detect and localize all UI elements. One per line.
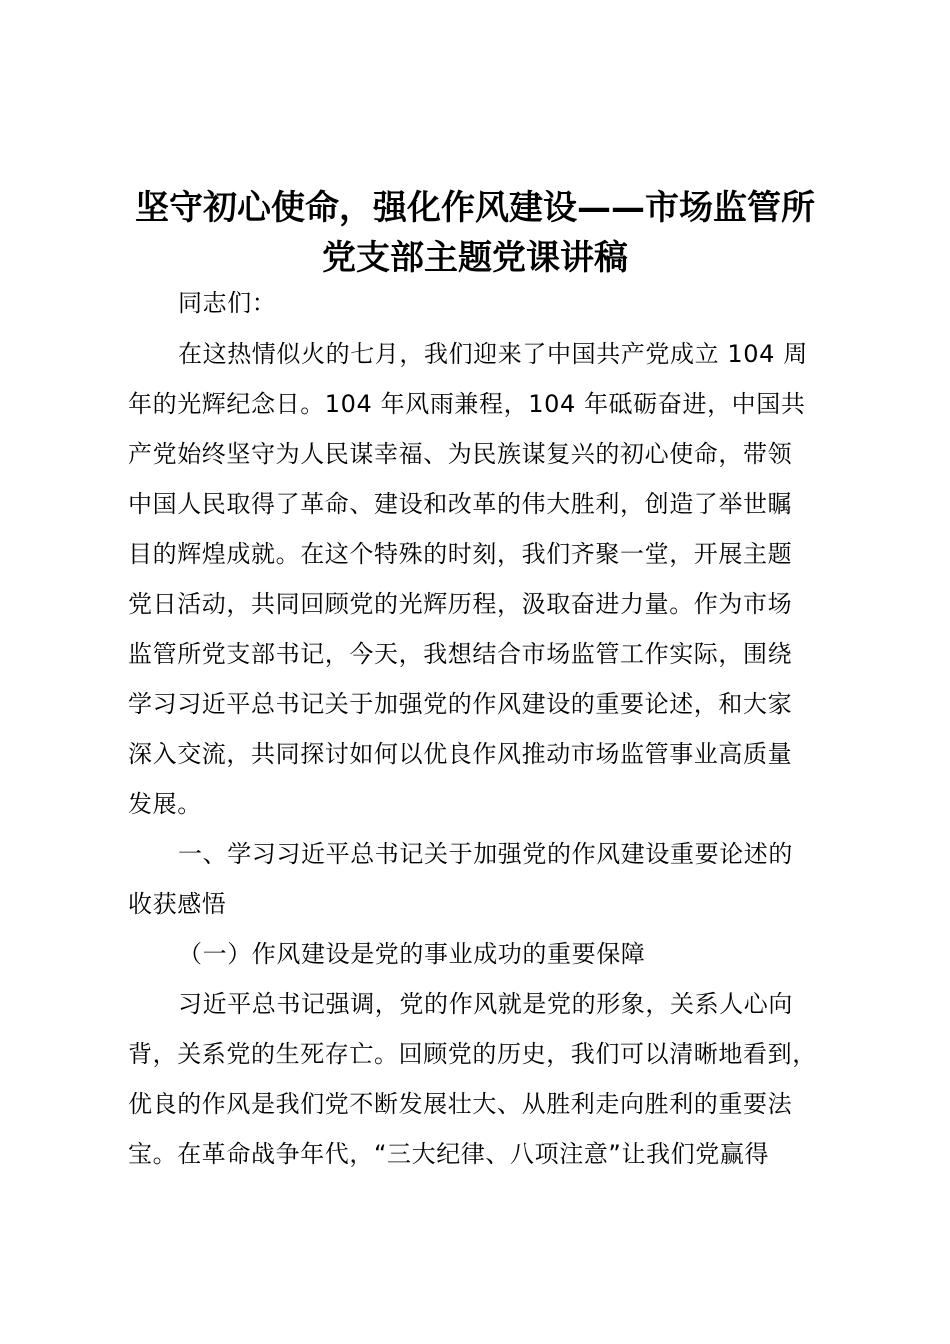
paragraph-line: 监管所党支部书记，今天，我想结合市场监管工作实际，围绕 [128, 640, 793, 668]
subsection-heading: （一）作风建设是党的事业成功的重要保障 [178, 940, 646, 968]
paragraph-line: 发展。 [128, 790, 202, 818]
section-heading-line: 一、学习习近平总书记关于加强党的作风建设重要论述的 [178, 840, 793, 868]
paragraph-line: 深入交流，共同探讨如何以优良作风推动市场监管事业高质量 [128, 740, 793, 768]
paragraph-line: 在这热情似火的七月，我们迎来了中国共产党成立 104 周 [178, 340, 808, 368]
paragraph-line: 产党始终坚守为人民谋幸福、为民族谋复兴的初心使命，带领 [128, 440, 793, 468]
document-title-line-1: 坚守初心使命，强化作风建设——市场监管所 [135, 188, 815, 228]
paragraph-line: 宝。在革命战争年代，“三大纪律、八项注意”让我们党赢得 [128, 1140, 770, 1168]
salutation: 同志们： [178, 289, 277, 317]
document-title-line-2: 党支部主题党课讲稿 [322, 238, 628, 278]
section-heading-line: 收获感悟 [128, 890, 227, 918]
paragraph-line: 党日活动，共同回顾党的光辉历程，汲取奋进力量。作为市场 [128, 590, 793, 618]
paragraph-line: 背，关系党的生死存亡。回顾党的历史，我们可以清晰地看到， [128, 1040, 817, 1068]
paragraph-line: 学习习近平总书记关于加强党的作风建设的重要论述，和大家 [128, 690, 793, 718]
paragraph-line: 年的光辉纪念日。104 年风雨兼程，104 年砥砺奋进，中国共 [128, 390, 806, 418]
paragraph-line: 中国人民取得了革命、建设和改革的伟大胜利，创造了举世瞩 [128, 490, 793, 518]
paragraph-line: 优良的作风是我们党不断发展壮大、从胜利走向胜利的重要法 [128, 1090, 793, 1118]
paragraph-line: 目的辉煌成就。在这个特殊的时刻，我们齐聚一堂，开展主题 [128, 540, 793, 568]
paragraph-line: 习近平总书记强调，党的作风就是党的形象，关系人心向 [178, 990, 793, 1018]
